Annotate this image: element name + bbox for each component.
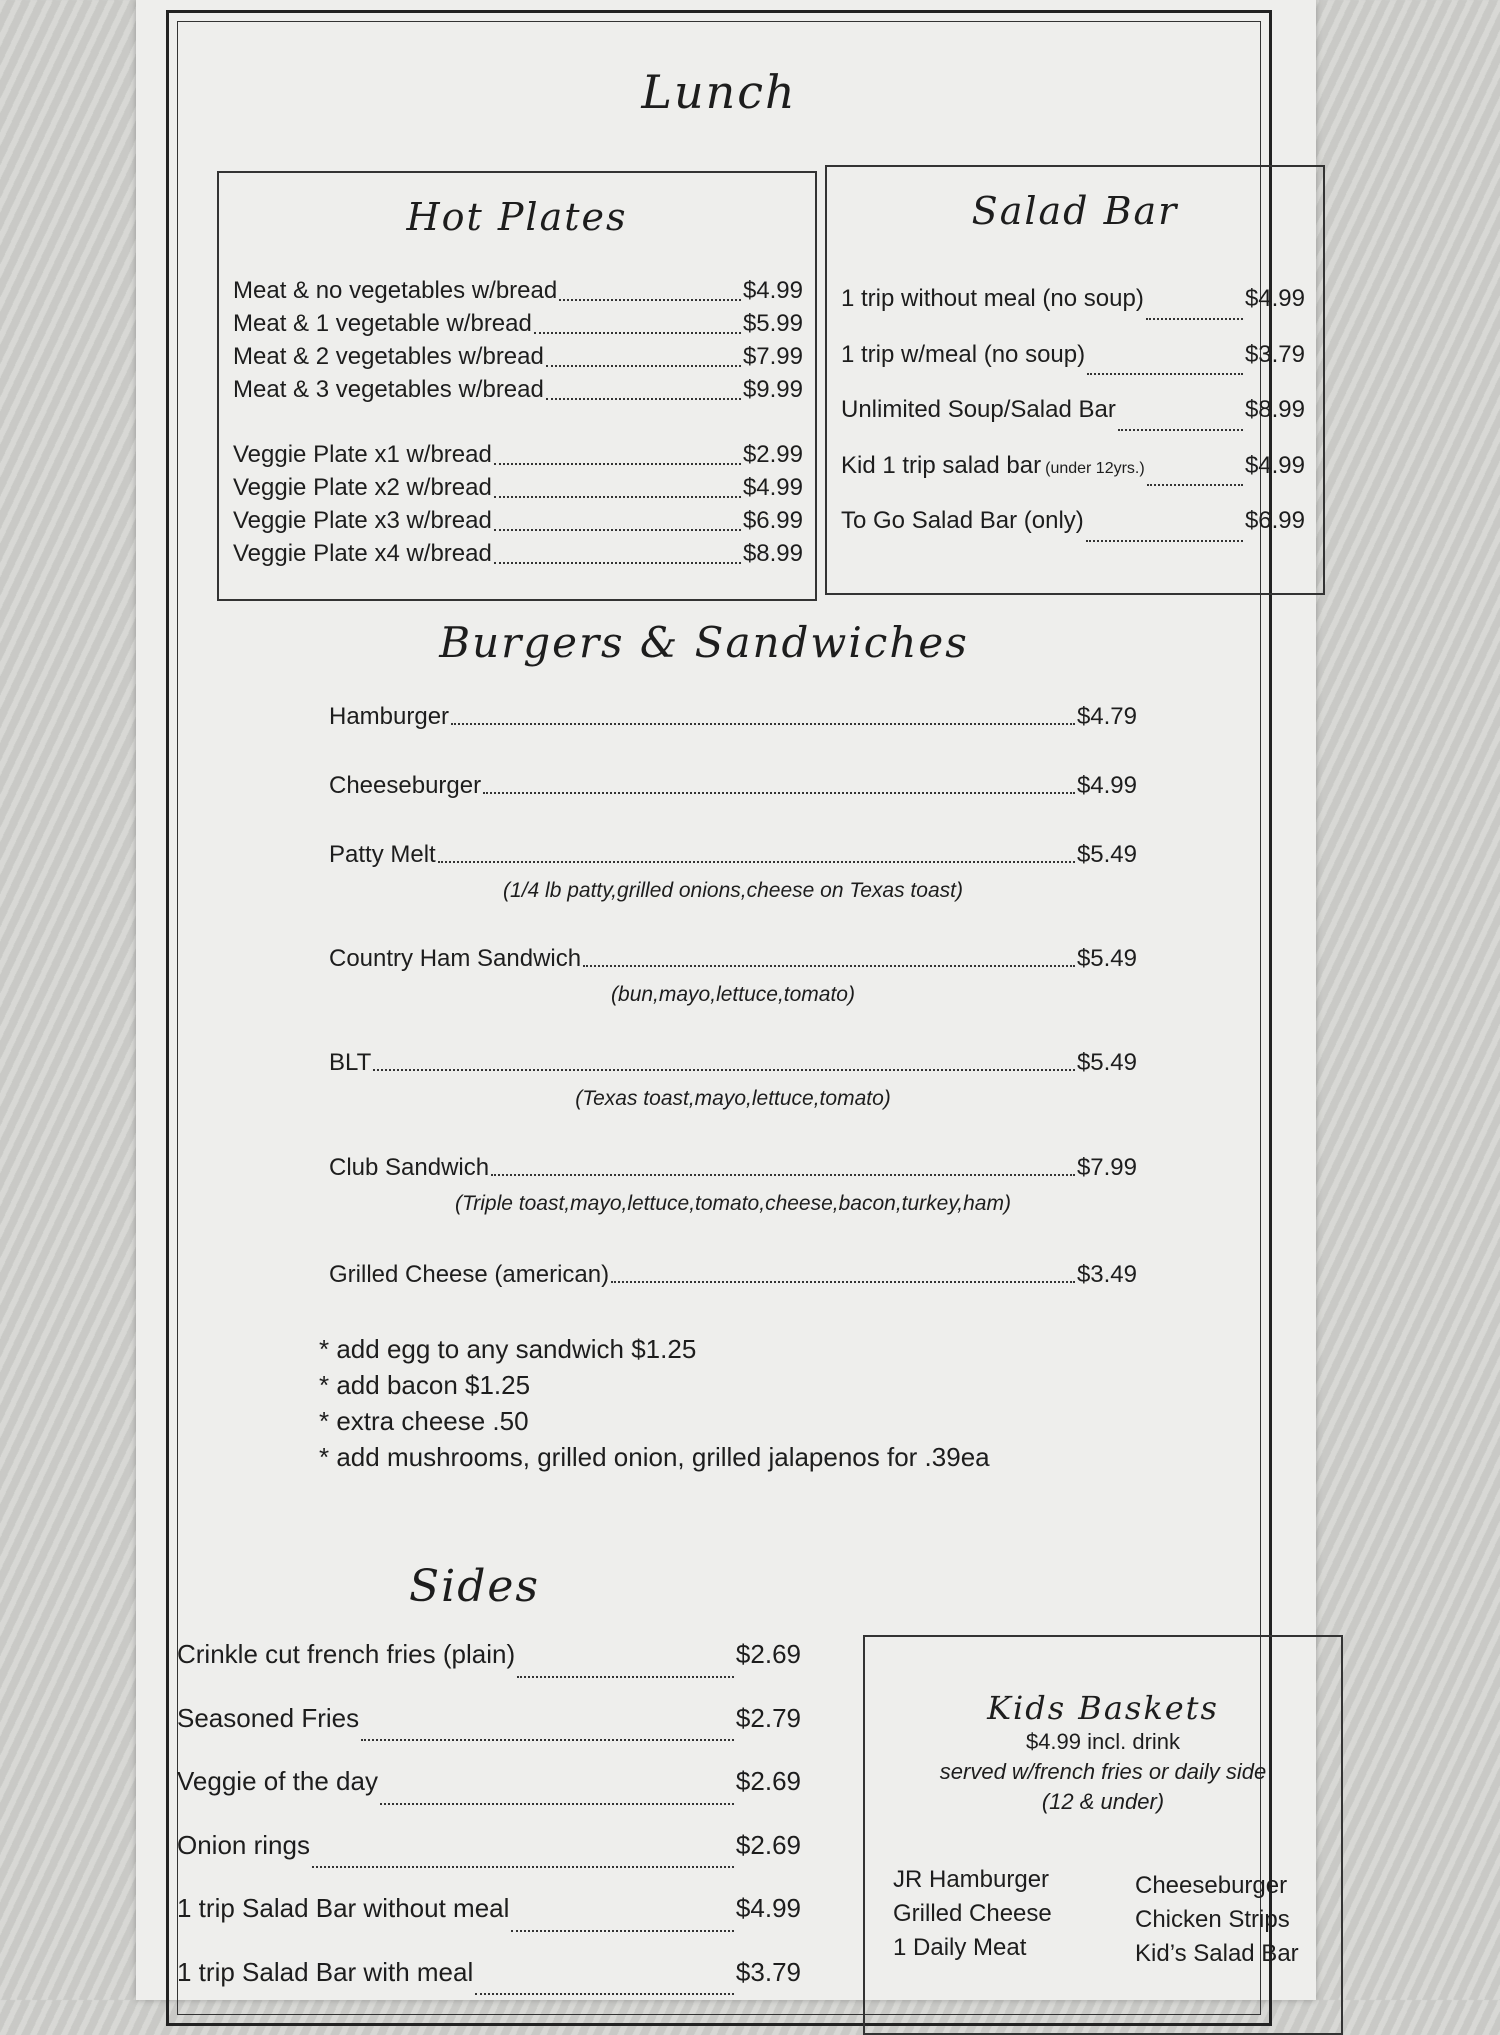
item-description: (Triple toast,mayo,lettuce,tomato,cheese,bacon,turkey,ham) xyxy=(455,1192,1011,1215)
item-name: Veggie Plate x2 w/bread xyxy=(233,474,492,501)
item-price: $5.49 xyxy=(1076,1049,1137,1076)
item-description: (1/4 lb patty,grilled onions,cheese on Texas toast) xyxy=(503,879,963,902)
leader-dots xyxy=(511,1930,734,1932)
menu-item xyxy=(233,343,803,376)
leader-dots xyxy=(546,365,741,367)
menu-item xyxy=(329,1049,1137,1111)
item-price: $6.99 xyxy=(742,507,803,534)
item-name: Crinkle cut french fries (plain) xyxy=(177,1639,516,1669)
item-price: $8.99 xyxy=(1244,396,1305,423)
item-price: $9.99 xyxy=(742,376,803,403)
menu-item xyxy=(329,703,1137,733)
salad-bar-box xyxy=(825,165,1325,595)
item-price: $3.79 xyxy=(1244,340,1305,368)
item-name: BLT xyxy=(329,1049,372,1076)
item-price: $4.99 xyxy=(1244,451,1305,479)
leader-dots xyxy=(559,299,741,301)
item-name: 1 trip Salad Bar with meal xyxy=(177,1956,474,1987)
leader-dots xyxy=(494,496,741,498)
item-price: $3.49 xyxy=(1076,1261,1137,1288)
leader-dots xyxy=(494,529,741,531)
menu-item xyxy=(233,277,803,310)
menu-item xyxy=(841,507,1305,563)
item-price: $4.99 xyxy=(742,474,803,501)
item-price: $6.99 xyxy=(1244,507,1305,534)
burgers-title: Burgers & Sandwiches xyxy=(439,618,969,667)
kids-option: JR Hamburger xyxy=(893,1866,1050,1893)
leader-dots xyxy=(483,792,1075,794)
menu-item xyxy=(177,1639,801,1703)
menu-item xyxy=(177,1703,801,1767)
menu-item xyxy=(233,310,803,343)
item-name: Grilled Cheese (american) xyxy=(329,1261,610,1288)
menu-frame xyxy=(166,10,1305,2026)
menu-item xyxy=(329,841,1137,903)
item-price: $4.99 xyxy=(742,277,803,304)
item-price: $3.79 xyxy=(735,1956,801,1987)
item-name: Patty Melt xyxy=(329,841,436,868)
kids-options xyxy=(893,1863,1321,1971)
menu-item xyxy=(233,507,803,540)
menu-item xyxy=(177,1766,801,1830)
hot-plates-box xyxy=(217,171,817,601)
leader-dots xyxy=(583,965,1075,967)
leader-dots xyxy=(1118,429,1243,431)
leader-dots xyxy=(611,1281,1075,1283)
kids-option: 1 Daily Meat xyxy=(893,1934,1027,1961)
menu-paper xyxy=(136,0,1316,2000)
kids-baskets-box xyxy=(863,1635,1343,2035)
item-name: Veggie Plate x1 w/bread xyxy=(233,441,492,468)
salad-bar-list xyxy=(841,285,1305,563)
addon-line: * add mushrooms, grilled onion, grilled jalapenos for .39ea xyxy=(319,1442,990,1472)
item-name: Seasoned Fries xyxy=(177,1702,360,1733)
hot-plates-veggie-list xyxy=(233,441,803,573)
kids-baskets-title: Kids Baskets xyxy=(987,1689,1219,1727)
leader-dots xyxy=(312,1866,734,1868)
leader-dots xyxy=(451,723,1075,725)
menu-item xyxy=(329,1154,1137,1216)
menu-item xyxy=(233,376,803,409)
addon-line: * add egg to any sandwich $1.25 xyxy=(319,1334,697,1364)
item-name: Country Ham Sandwich xyxy=(329,945,582,972)
sides-title: Sides xyxy=(409,1561,540,1612)
item-name: Unlimited Soup/Salad Bar xyxy=(841,396,1116,423)
item-name: Veggie Plate x3 w/bread xyxy=(233,507,492,534)
leader-dots xyxy=(373,1069,1075,1071)
item-name: Hamburger xyxy=(329,703,450,730)
item-price: $7.99 xyxy=(1076,1154,1137,1181)
sides-list xyxy=(177,1639,801,2020)
item-price: $4.99 xyxy=(1076,772,1137,799)
menu-item xyxy=(329,772,1137,802)
sandwich-addons xyxy=(319,1331,990,1475)
leader-dots xyxy=(380,1803,734,1805)
item-price: $4.99 xyxy=(735,1893,801,1923)
leader-dots xyxy=(1147,484,1243,486)
hot-plates-title: Hot Plates xyxy=(406,195,628,239)
kids-price: $4.99 incl. drink xyxy=(1025,1729,1181,1754)
item-name: Meat & no vegetables w/bread xyxy=(233,277,558,304)
item-name: Meat & 2 vegetables w/bread xyxy=(233,343,544,370)
menu-item xyxy=(329,1261,1137,1291)
leader-dots xyxy=(1086,540,1243,542)
leader-dots xyxy=(494,463,741,465)
leader-dots xyxy=(361,1739,734,1741)
item-description: (Texas toast,mayo,lettuce,tomato) xyxy=(575,1087,891,1110)
leader-dots xyxy=(475,1993,734,1995)
item-price: $8.99 xyxy=(742,540,803,567)
menu-item xyxy=(177,1957,801,2021)
item-price: $2.99 xyxy=(742,441,803,468)
menu-title: Lunch xyxy=(641,65,797,119)
item-name: Club Sandwich xyxy=(329,1154,490,1181)
item-name: Kid 1 trip salad bar xyxy=(841,451,1042,479)
item-price: $5.49 xyxy=(1076,945,1137,972)
leader-dots xyxy=(494,562,741,564)
item-price: $7.99 xyxy=(742,343,803,370)
item-name: Veggie Plate x4 w/bread xyxy=(233,540,492,567)
item-name: 1 trip w/meal (no soup) xyxy=(841,340,1086,368)
leader-dots xyxy=(1146,318,1243,320)
leader-dots xyxy=(1087,373,1243,375)
item-price: $2.69 xyxy=(735,1829,801,1860)
addon-line: * extra cheese .50 xyxy=(319,1406,529,1436)
item-price: $2.79 xyxy=(735,1702,801,1733)
kids-option: Kid’s Salad Bar xyxy=(1135,1940,1299,1967)
leader-dots xyxy=(491,1174,1075,1176)
kids-option: Chicken Strips xyxy=(1135,1906,1290,1933)
item-price: $4.99 xyxy=(1244,285,1305,312)
menu-item xyxy=(233,441,803,474)
menu-item xyxy=(841,396,1305,452)
item-price: $4.79 xyxy=(1076,703,1137,730)
menu-item xyxy=(233,540,803,573)
kids-option: Cheeseburger xyxy=(1135,1872,1288,1899)
item-name: Onion rings xyxy=(177,1829,310,1860)
item-name: Meat & 1 vegetable w/bread xyxy=(233,310,532,337)
menu-item xyxy=(841,285,1305,341)
menu-item xyxy=(841,452,1305,508)
item-name: Veggie of the day xyxy=(177,1766,378,1796)
addon-line: * add bacon $1.25 xyxy=(319,1370,531,1400)
menu-item xyxy=(233,474,803,507)
leader-dots xyxy=(534,332,741,334)
item-price: $5.49 xyxy=(1076,841,1137,868)
item-price: $2.69 xyxy=(735,1639,801,1669)
menu-item xyxy=(177,1893,801,1957)
item-price: $2.69 xyxy=(735,1766,801,1796)
item-name: 1 trip without meal (no soup) xyxy=(841,285,1144,312)
item-name: To Go Salad Bar (only) xyxy=(841,507,1084,534)
item-name: 1 trip Salad Bar without meal xyxy=(177,1893,510,1923)
salad-bar-title: Salad Bar xyxy=(971,189,1179,233)
kids-options-col-2 xyxy=(1107,1869,1321,1971)
kids-age-note: (12 & under) xyxy=(1041,1789,1165,1814)
item-note: (under 12yrs.) xyxy=(1045,459,1145,477)
leader-dots xyxy=(546,398,741,400)
item-description: (bun,mayo,lettuce,tomato) xyxy=(611,983,855,1006)
hot-plates-meat-list xyxy=(233,277,803,409)
menu-item xyxy=(841,341,1305,397)
kids-option: Grilled Cheese xyxy=(893,1900,1052,1927)
leader-dots xyxy=(438,861,1075,863)
leader-dots xyxy=(517,1676,734,1678)
kids-served-note: served w/french fries or daily side xyxy=(939,1759,1267,1784)
item-price: $5.99 xyxy=(742,310,803,337)
menu-item xyxy=(177,1830,801,1894)
item-name: Meat & 3 vegetables w/bread xyxy=(233,376,544,403)
item-name: Cheeseburger xyxy=(329,772,482,799)
menu-item xyxy=(329,945,1137,1007)
kids-options-col-1 xyxy=(893,1863,1107,1971)
